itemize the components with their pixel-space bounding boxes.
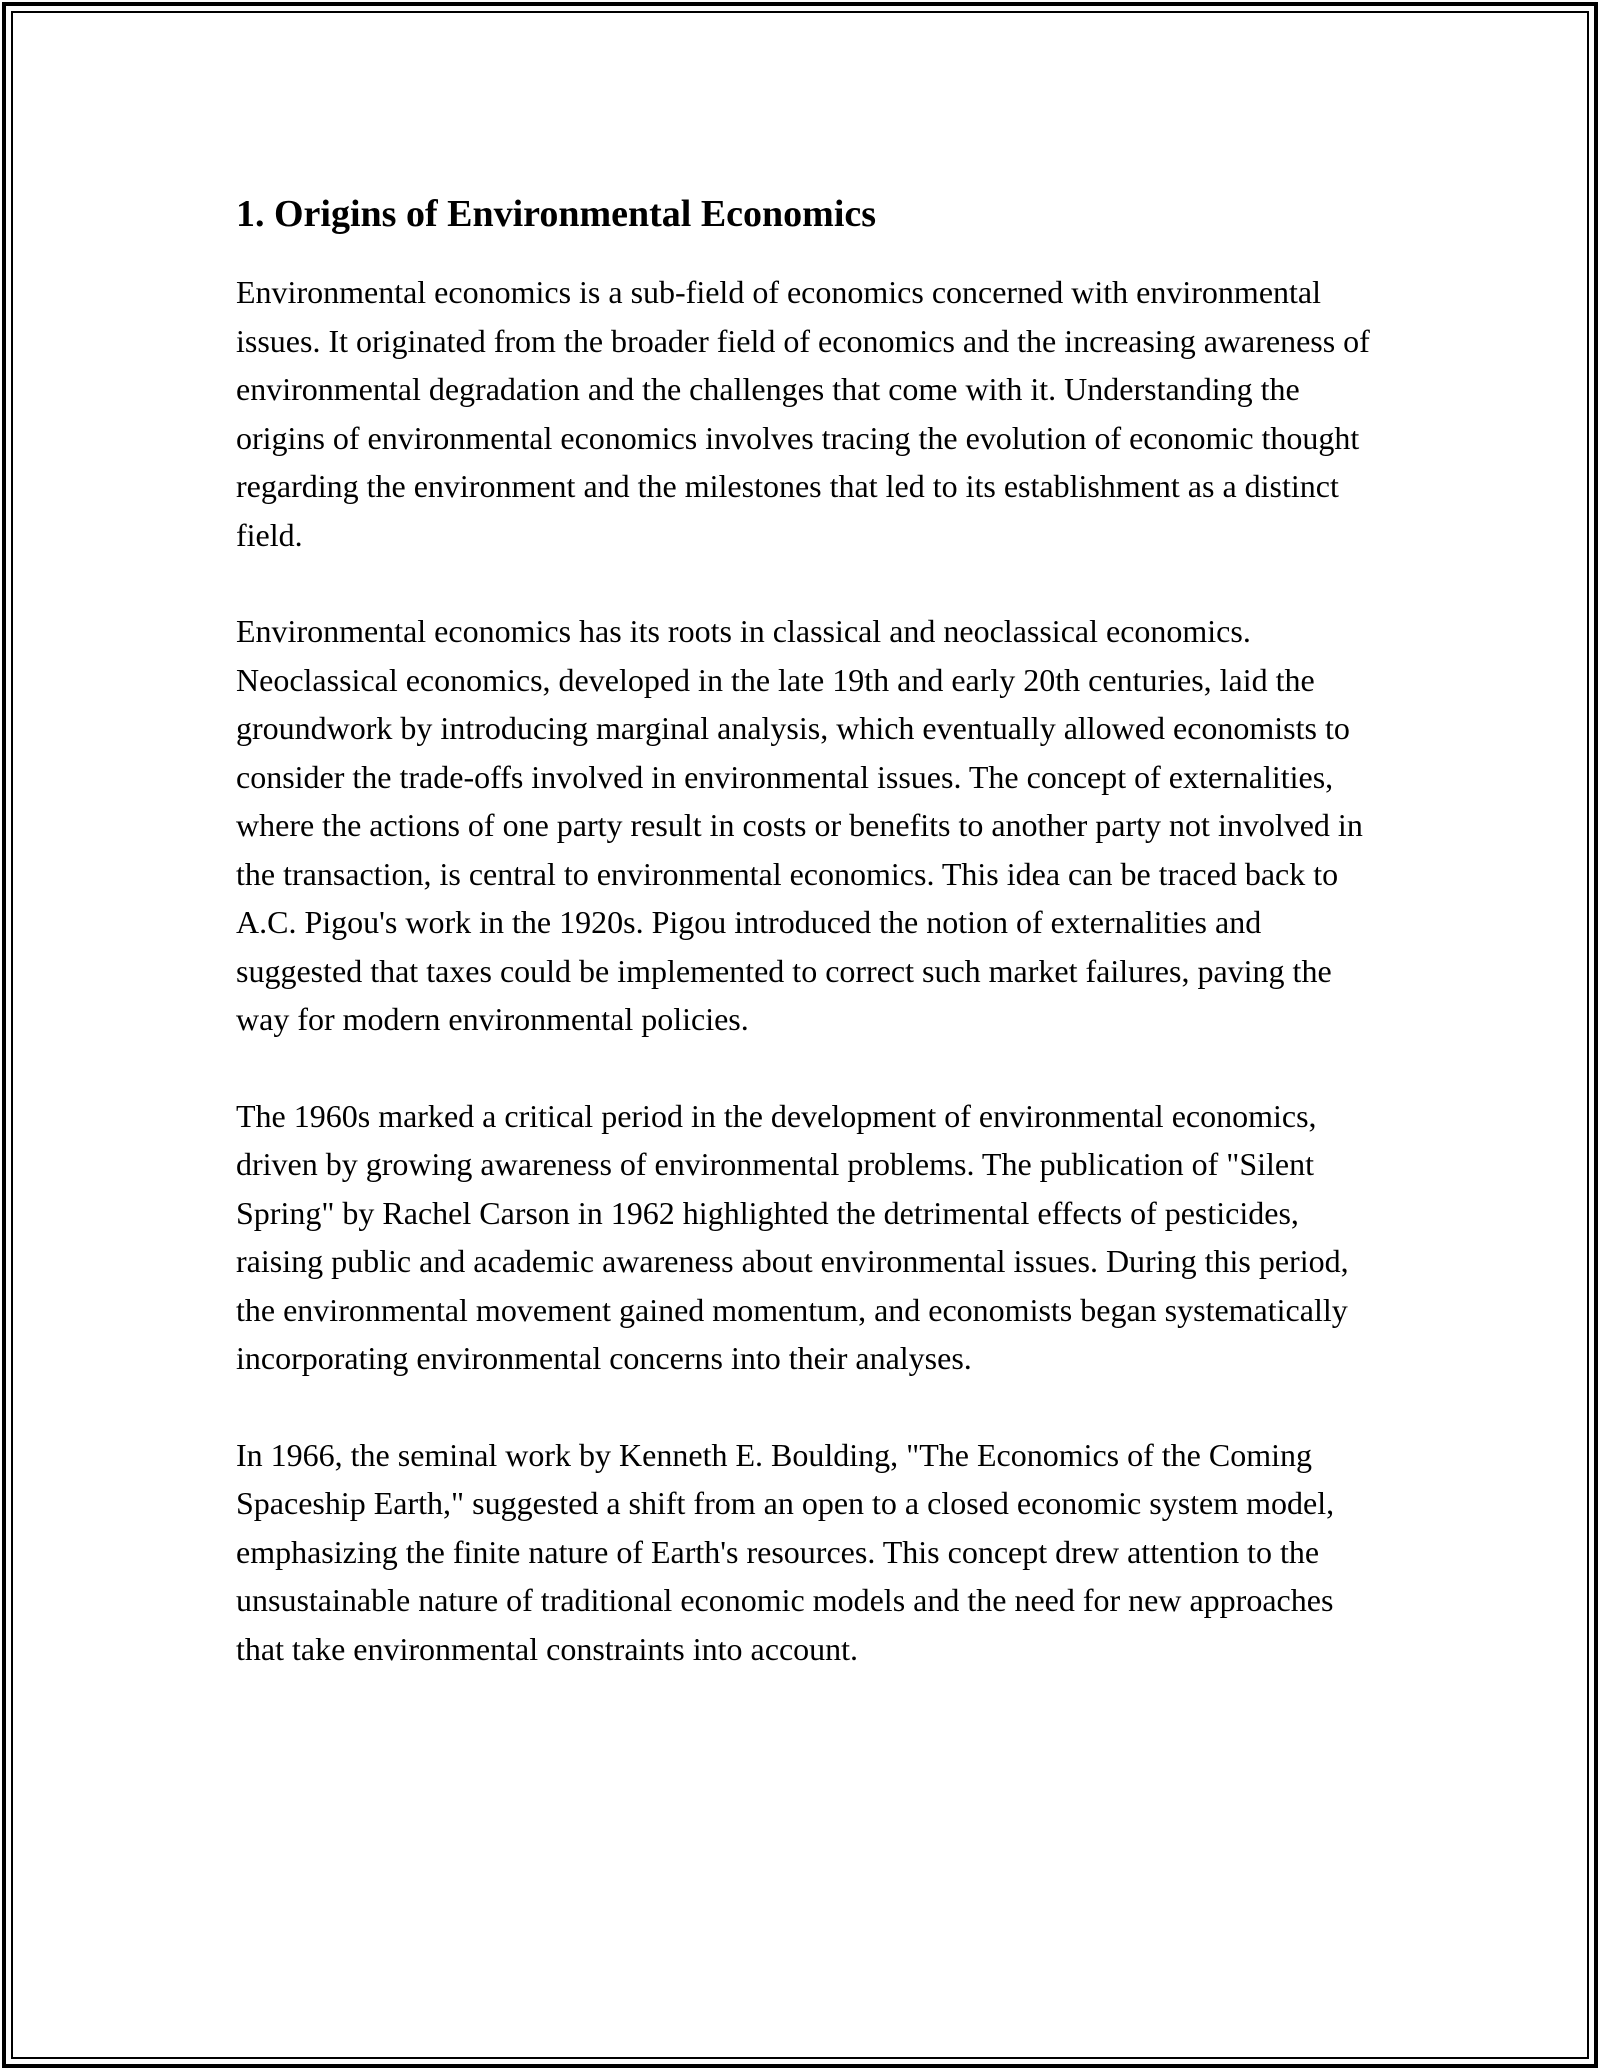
document-body <box>236 186 1376 1673</box>
section-heading: 1. Origins of Environmental Economics <box>236 193 877 235</box>
paragraph-4: In 1966, the seminal work by Kenneth E. Boulding, "The Economics of the Coming Spaceship Earth," suggested a shift from an open to a closed economic system model, emphasizing the finite nature of Earth's resources. This concept drew attention to the unsustainable nature of traditional economic models and the need for new approaches that take environmental constraints into account. <box>236 1436 1335 1667</box>
paragraph-1: Environmental economics is a sub-field of economics concerned with environmental issues. It originated from the broader field of economics and the increasing awareness of environmental degradation and the challenges that come with it. Understanding the origins of environmental economics involves tracing the evolution of economic thought regarding the environment and the milestones that led to its establishment as a distinct field. <box>236 274 1370 553</box>
paragraph-3: The 1960s marked a critical period in the development of environmental economics, driven by growing awareness of environmental problems. The publication of "Silent Spring" by Rachel Carson in 1962 highlighted the detrimental effects of pesticides, raising public and academic awareness about environmental issues. During this period, the environmental movement gained momentum, and economists began systematically incorporating environmental concerns into their analyses. <box>236 1097 1349 1376</box>
paragraph-2: Environmental economics has its roots in classical and neoclassical economics. Neoclassical economics, developed in the late 19th and early 20th centuries, laid the groundwork by introducing marginal analysis, which eventually allowed economists to consider the trade-offs involved in environmental issues. The concept of externalities, where the actions of one party result in costs or benefits to another party not involved in the transaction, is central to environmental economics. This idea can be traced back to A.C. Pigou's work in the 1920s. Pigou introduced the notion of externalities and suggested that taxes could be implemented to correct such market failures, paving the way for modern environmental policies. <box>236 613 1363 1037</box>
